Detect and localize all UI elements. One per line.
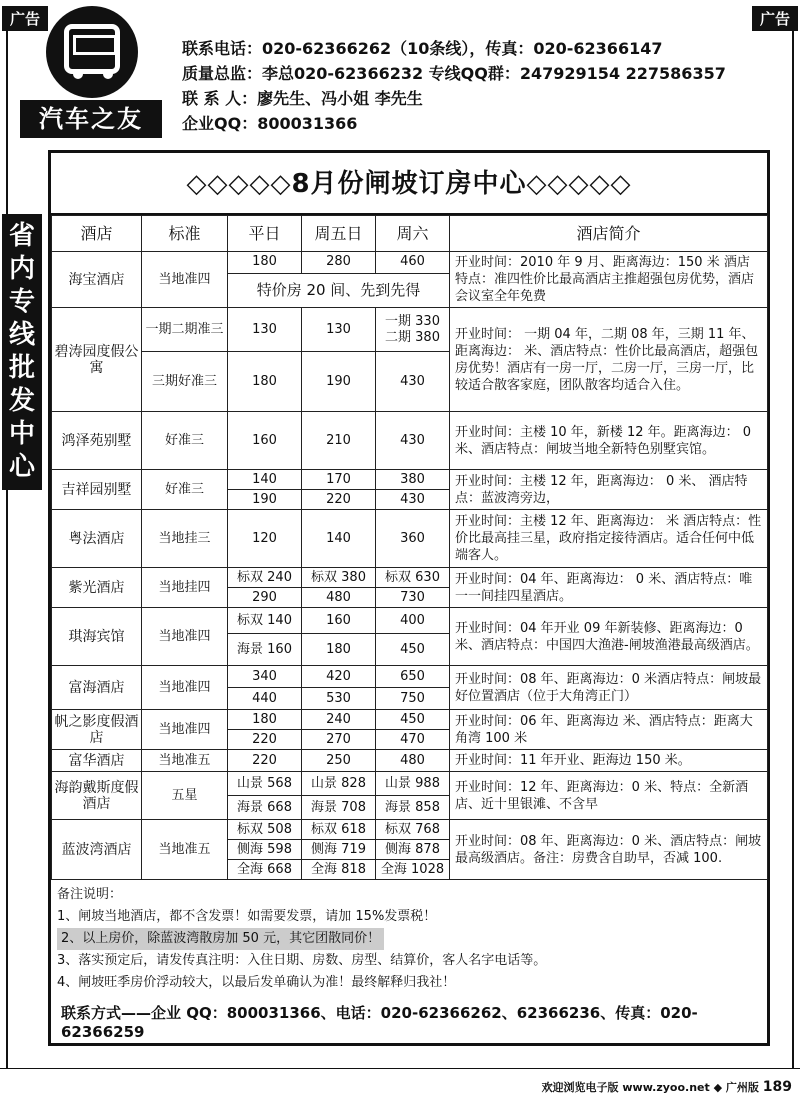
price-fri-sun: 420 bbox=[302, 666, 376, 688]
note-4: 4、闸坡旺季房价浮动较大，以最后发单确认为准！最终解释归我社！ bbox=[57, 975, 456, 990]
vertical-char: 发 bbox=[8, 386, 35, 416]
price-fri-sun: 140 bbox=[302, 510, 376, 568]
price-weekday: 220 bbox=[228, 730, 302, 750]
table-row bbox=[52, 470, 768, 490]
table-header-row bbox=[52, 216, 768, 252]
hotel-name: 琪海宾馆 bbox=[52, 608, 142, 666]
hotel-standard: 当地挂四 bbox=[142, 568, 228, 608]
price-saturday: 430 bbox=[376, 352, 450, 412]
hotel-standard: 当地准五 bbox=[142, 820, 228, 880]
price-fri-sun: 210 bbox=[302, 412, 376, 470]
footer-edition: 广州版 bbox=[725, 1081, 759, 1094]
table-row bbox=[52, 568, 768, 588]
price-fri-sun: 280 bbox=[302, 252, 376, 274]
table-row bbox=[52, 510, 768, 568]
vertical-char: 省 bbox=[8, 221, 35, 251]
contact-info bbox=[182, 36, 726, 136]
hotel-standard: 当地准五 bbox=[142, 750, 228, 772]
hotel-name: 吉祥园别墅 bbox=[52, 470, 142, 510]
price-fri-sun: 海景 708 bbox=[302, 796, 376, 820]
price-saturday: 海景 858 bbox=[376, 796, 450, 820]
price-saturday: 430 bbox=[376, 412, 450, 470]
hotel-standard: 五星 bbox=[142, 772, 228, 820]
hotel-intro: 开业时间：08 年、距离海边：0 米、酒店特点：闸坡最高级酒店。备注：房费含自助早，否减 100. bbox=[450, 820, 768, 880]
hotel-intro: 开业时间：主楼 10 年，新楼 12 年。距离海边： 0 米、酒店特点：闸坡当地全新特色别墅宾馆。 bbox=[450, 412, 768, 470]
hotel-standard: 好准三 bbox=[142, 412, 228, 470]
table-row bbox=[52, 252, 768, 274]
hotel-standard: 当地准四 bbox=[142, 252, 228, 308]
hotel-name: 鸿泽苑别墅 bbox=[52, 412, 142, 470]
hotel-intro: 开业时间：06 年、距离海边 米、酒店特点：距离大角湾 100 米 bbox=[450, 710, 768, 750]
hotel-name: 海韵戴斯度假酒店 bbox=[52, 772, 142, 820]
table-row bbox=[52, 608, 768, 634]
right-border bbox=[792, 26, 794, 1068]
hotel-standard: 一期二期准三 bbox=[142, 308, 228, 352]
price-fri-sun: 190 bbox=[302, 352, 376, 412]
hotel-standard: 好准三 bbox=[142, 470, 228, 510]
footer-site: 欢迎浏览电子版 www.zyoo.net bbox=[541, 1081, 710, 1094]
price-weekday: 全海 668 bbox=[228, 860, 302, 880]
hotel-name: 海宝酒店 bbox=[52, 252, 142, 308]
price-saturday: 400 bbox=[376, 608, 450, 634]
header-weekday: 平日 bbox=[228, 216, 302, 252]
hotel-name: 碧涛园度假公寓 bbox=[52, 308, 142, 412]
ad-label-right: 广告 bbox=[752, 6, 798, 31]
notes bbox=[51, 880, 767, 998]
price-fri-sun: 山景 828 bbox=[302, 772, 376, 796]
contact-person: 联 系 人：廖先生、冯小姐 李先生 bbox=[182, 89, 423, 108]
price-saturday: 标双 630 bbox=[376, 568, 450, 588]
hotel-intro: 开业时间：2010 年 9 月、距离海边：150 米 酒店特点：准四性价比最高酒店主推超强包房优势，酒店会议室全年免费 bbox=[450, 252, 768, 308]
contact-phone: 联系电话：020-62366262（10条线），传真：020-62366147 bbox=[182, 39, 663, 58]
vertical-char: 中 bbox=[8, 419, 35, 449]
price-fri-sun: 标双 618 bbox=[302, 820, 376, 840]
hotel-standard: 当地准四 bbox=[142, 608, 228, 666]
header-standard: 标准 bbox=[142, 216, 228, 252]
price-saturday: 650 bbox=[376, 666, 450, 688]
vertical-title bbox=[2, 214, 42, 490]
hotel-standard: 当地准四 bbox=[142, 710, 228, 750]
price-saturday: 450 bbox=[376, 634, 450, 666]
price-saturday: 480 bbox=[376, 750, 450, 772]
price-weekday: 标双 508 bbox=[228, 820, 302, 840]
hotel-intro: 开业时间：08 年、距离海边：0 米酒店特点：闸坡最好位置酒店（位于大角湾正门） bbox=[450, 666, 768, 710]
price-weekday: 190 bbox=[228, 490, 302, 510]
price-saturday: 450 bbox=[376, 710, 450, 730]
price-weekday: 160 bbox=[228, 412, 302, 470]
logo bbox=[16, 4, 166, 140]
table-row bbox=[52, 750, 768, 772]
price-saturday: 全海 1028 bbox=[376, 860, 450, 880]
hotel-name: 富华酒店 bbox=[52, 750, 142, 772]
price-saturday: 730 bbox=[376, 588, 450, 608]
hotel-standard: 当地挂三 bbox=[142, 510, 228, 568]
price-fri-sun: 170 bbox=[302, 470, 376, 490]
price-weekday: 220 bbox=[228, 750, 302, 772]
price-fri-sun: 250 bbox=[302, 750, 376, 772]
price-weekday: 山景 568 bbox=[228, 772, 302, 796]
vertical-char: 心 bbox=[8, 452, 35, 482]
table-row bbox=[52, 412, 768, 470]
price-saturday: 380 bbox=[376, 470, 450, 490]
hotel-name: 富海酒店 bbox=[52, 666, 142, 710]
price-weekday: 侧海 598 bbox=[228, 840, 302, 860]
price-saturday: 750 bbox=[376, 688, 450, 710]
hotel-standard: 三期好准三 bbox=[142, 352, 228, 412]
price-weekday: 440 bbox=[228, 688, 302, 710]
price-weekday: 290 bbox=[228, 588, 302, 608]
price-fri-sun: 220 bbox=[302, 490, 376, 510]
hotel-intro: 开业时间：04 年开业 09 年新装修、距离海边：0 米、酒店特点：中国四大渔港-闸坡渔港最高级酒店。 bbox=[450, 608, 768, 666]
contact-supervisor: 质量总监：李总020-62366232 专线QQ群：247929154 227586357 bbox=[182, 64, 726, 83]
table-row bbox=[52, 666, 768, 688]
left-border bbox=[6, 26, 8, 1068]
hotel-intro: 开业时间：12 年、距离海边：0 米、特点：全新酒店、近十里银滩、不含早 bbox=[450, 772, 768, 820]
vertical-char: 专 bbox=[8, 287, 35, 317]
price-saturday: 470 bbox=[376, 730, 450, 750]
table-row bbox=[52, 820, 768, 840]
price-weekday: 标双 140 bbox=[228, 608, 302, 634]
special-offer: 特价房 20 间、先到先得 bbox=[228, 273, 450, 307]
price-fri-sun: 270 bbox=[302, 730, 376, 750]
header-hotel: 酒店 bbox=[52, 216, 142, 252]
hotel-name: 蓝波湾酒店 bbox=[52, 820, 142, 880]
page-number: 189 bbox=[762, 1079, 792, 1095]
price-fri-sun: 160 bbox=[302, 608, 376, 634]
page-footer bbox=[0, 1068, 800, 1100]
price-fri-sun: 180 bbox=[302, 634, 376, 666]
ad-label-left: 广告 bbox=[2, 6, 48, 31]
hotel-intro: 开业时间：主楼 12 年、距离海边： 米 酒店特点：性价比最高挂三星，政府指定接待酒店。适合任何中低端客人。 bbox=[450, 510, 768, 568]
booking-frame bbox=[48, 150, 770, 1046]
page-title: ◇◇◇◇◇8月份闸坡订房中心◇◇◇◇◇ bbox=[51, 153, 767, 215]
table-row bbox=[52, 308, 768, 352]
price-weekday: 140 bbox=[228, 470, 302, 490]
price-saturday: 360 bbox=[376, 510, 450, 568]
note-2: 2、以上房价，除蓝波湾散房加 50 元，其它团散同价！ bbox=[57, 928, 384, 950]
price-weekday: 海景 668 bbox=[228, 796, 302, 820]
price-weekday: 180 bbox=[228, 352, 302, 412]
price-weekday: 标双 240 bbox=[228, 568, 302, 588]
vertical-char: 批 bbox=[8, 353, 35, 383]
hotel-intro: 开业时间：主楼 12 年，距离海边： 0 米、 酒店特点：蓝波湾旁边， bbox=[450, 470, 768, 510]
bottom-contact: 联系方式——企业 QQ：800031366、电话：020-62366262、62366236、传真：020-62366259 bbox=[61, 1004, 698, 1041]
price-saturday bbox=[376, 308, 450, 352]
hotel-intro: 开业时间：11 年开业、距海边 150 米。 bbox=[450, 750, 768, 772]
price-weekday: 120 bbox=[228, 510, 302, 568]
notes-title: 备注说明： bbox=[57, 887, 123, 902]
price-saturday: 460 bbox=[376, 252, 450, 274]
hotel-standard: 当地准四 bbox=[142, 666, 228, 710]
vertical-char: 线 bbox=[8, 320, 35, 350]
note-1: 1、闸坡当地酒店，都不含发票！如需要发票，请加 15%发票税！ bbox=[57, 909, 437, 924]
price-weekday: 180 bbox=[228, 252, 302, 274]
hotel-name: 粤法酒店 bbox=[52, 510, 142, 568]
price-fri-sun: 240 bbox=[302, 710, 376, 730]
price-fri-sun: 530 bbox=[302, 688, 376, 710]
vertical-char: 内 bbox=[8, 254, 35, 284]
header-fri-sun: 周五日 bbox=[302, 216, 376, 252]
hotel-name: 紫光酒店 bbox=[52, 568, 142, 608]
hotel-price-table bbox=[51, 215, 768, 880]
hotel-name: 帆之影度假酒店 bbox=[52, 710, 142, 750]
logo-text: 汽车之友 bbox=[20, 100, 162, 138]
price-fri-sun: 480 bbox=[302, 588, 376, 608]
table-row bbox=[52, 710, 768, 730]
price-phase-2: 二期 380 bbox=[385, 329, 440, 345]
price-saturday: 山景 988 bbox=[376, 772, 450, 796]
bus-icon bbox=[64, 24, 120, 74]
contact-qq: 企业QQ：800031366 bbox=[182, 114, 358, 133]
hotel-intro: 开业时间：04 年、距离海边： 0 米、酒店特点：唯一一间挂四星酒店。 bbox=[450, 568, 768, 608]
price-phase-1: 一期 330 bbox=[385, 313, 440, 329]
header-intro: 酒店简介 bbox=[450, 216, 768, 252]
price-fri-sun: 130 bbox=[302, 308, 376, 352]
price-fri-sun: 标双 380 bbox=[302, 568, 376, 588]
footer-text: 欢迎浏览电子版 www.zyoo.net ◆ 广州版 189 bbox=[541, 1079, 792, 1095]
price-fri-sun: 侧海 719 bbox=[302, 840, 376, 860]
header-saturday: 周六 bbox=[376, 216, 450, 252]
price-saturday: 侧海 878 bbox=[376, 840, 450, 860]
price-weekday: 海景 160 bbox=[228, 634, 302, 666]
price-saturday: 标双 768 bbox=[376, 820, 450, 840]
hotel-intro: 开业时间： 一期 04 年，二期 08 年，三期 11 年、距离海边： 米、酒店特点：性价比最高酒店，超强包房优势！酒店有一房一厅，二房一厅，三房一厅，比较适合散客家庭，团队散客均适合入住。 bbox=[450, 308, 768, 412]
price-weekday: 340 bbox=[228, 666, 302, 688]
price-weekday: 130 bbox=[228, 308, 302, 352]
price-fri-sun: 全海 818 bbox=[302, 860, 376, 880]
price-weekday: 180 bbox=[228, 710, 302, 730]
table-row bbox=[52, 772, 768, 796]
price-saturday: 430 bbox=[376, 490, 450, 510]
note-3: 3、落实预定后，请发传真注明：入住日期、房数、房型、结算价，客人名字电话等。 bbox=[57, 953, 547, 968]
